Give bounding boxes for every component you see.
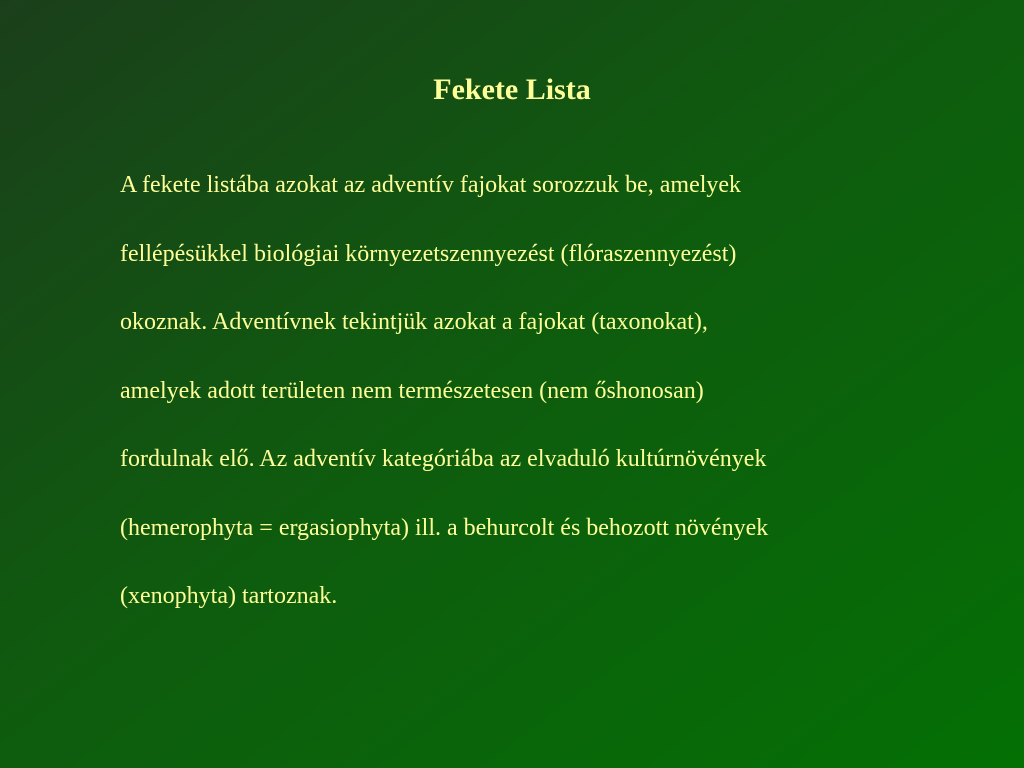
body-line-5: fordulnak elő. Az adventív kategóriába az elvaduló kultúrnövények xyxy=(120,446,767,472)
body-line-7: (xenophyta) tartoznak. xyxy=(120,583,338,609)
body-line-1: A fekete listába azokat az adventív fajokat sorozzuk be, amelyek xyxy=(120,172,742,198)
slide-title: Fekete Lista xyxy=(433,73,591,106)
slide-body xyxy=(120,151,1000,631)
body-line-4: amelyek adott területen nem természetesen (nem őshonosan) xyxy=(120,377,704,404)
body-line-3: okoznak. Adventívnek tekintjük azokat a fajokat (taxonokat), xyxy=(120,309,708,335)
body-line-6: (hemerophyta = ergasiophyta) ill. a behurcolt és behozott növények xyxy=(120,514,769,541)
body-line-2: fellépésükkel biológiai környezetszennyezést (flóraszennyezést) xyxy=(120,240,737,267)
